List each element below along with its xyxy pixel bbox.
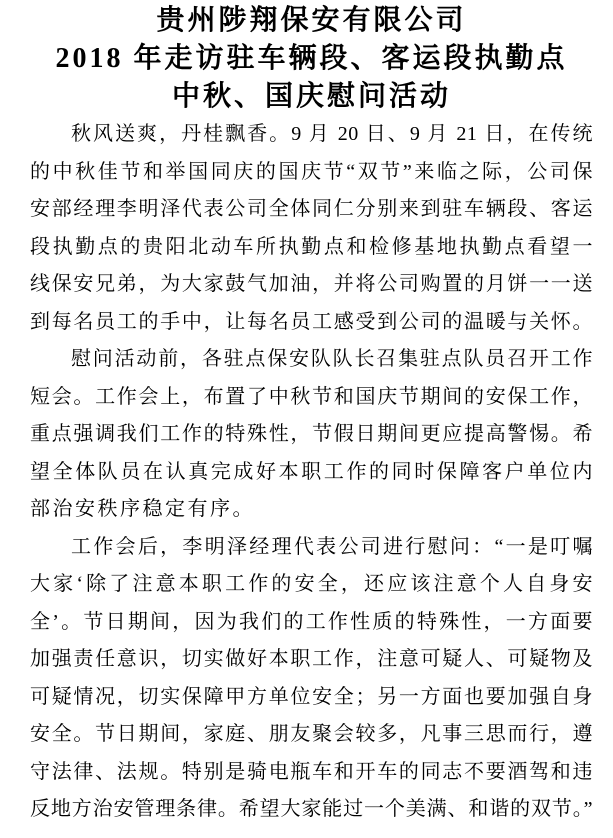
paragraph-1 (30, 116, 593, 341)
text-line: 的中秋佳节和举国同庆的国庆节“双节”来临之际，公司保 (30, 160, 593, 183)
text-line: 加强责任意识，切实做好本职工作，注意可疑人、可疑物及 (30, 648, 593, 670)
text-line: 慰问活动前，各驻点保安队队长召集驻点队员召开工作 (71, 348, 593, 370)
text-line: 短会。工作会上，布置了中秋节和国庆节期间的安保工作， (30, 385, 593, 408)
paragraph-3 (30, 529, 593, 829)
text-line: 秋风送爽，丹桂飘香。9 月 20 日、9 月 21 日，在传统 (71, 123, 593, 145)
text-line: 反地方治安管理条律。希望大家能过一个美满、和谐的双节。” (30, 798, 593, 820)
text-line: 重点强调我们工作的特殊性，节假日期间更应提高警惕。希 (30, 423, 593, 445)
text-line: 守法律、法规。特别是骑电瓶车和开车的同志不要酒驾和违 (30, 760, 593, 783)
text-line: 望全体队员在认真完成好本职工作的同时保障客户单位内 (30, 460, 593, 483)
document-title (30, 2, 593, 116)
title-line-2: 2018 年走访驻车辆段、客运段执勤点 (55, 43, 568, 74)
text-line: 可疑情况，切实保障甲方单位安全；另一方面也要加强自身 (30, 685, 593, 708)
text-line: 安全。节日期间，家庭、朋友聚会较多，凡事三思而行，遵 (30, 723, 593, 745)
text-line: 全’。节日期间，因为我们的工作性质的特殊性，一方面要 (30, 610, 593, 633)
text-line: 安部经理李明泽代表公司全体同仁分别来到驻车辆段、客运 (30, 198, 593, 220)
title-line-1: 贵州陟翔保安有限公司 (156, 5, 467, 36)
text-line: 段执勤点的贵阳北动车所执勤点和检修基地执勤点看望一 (30, 235, 593, 258)
document-body (30, 116, 593, 829)
text-line: 大家‘除了注意本职工作的安全，还应该注意个人自身安 (30, 573, 593, 595)
text-line: 到每名员工的手中，让每名员工感受到公司的温暖与关怀。 (30, 310, 593, 333)
text-line: 工作会后，李明泽经理代表公司进行慰问：“一是叮嘱 (71, 535, 593, 558)
title-line-3: 中秋、国庆慰问活动 (171, 81, 451, 112)
paragraph-2 (30, 341, 593, 529)
text-line: 部治安秩序稳定有序。 (30, 498, 255, 520)
text-line: 线保安兄弟，为大家鼓气加油，并将公司购置的月饼一一送 (30, 273, 593, 295)
